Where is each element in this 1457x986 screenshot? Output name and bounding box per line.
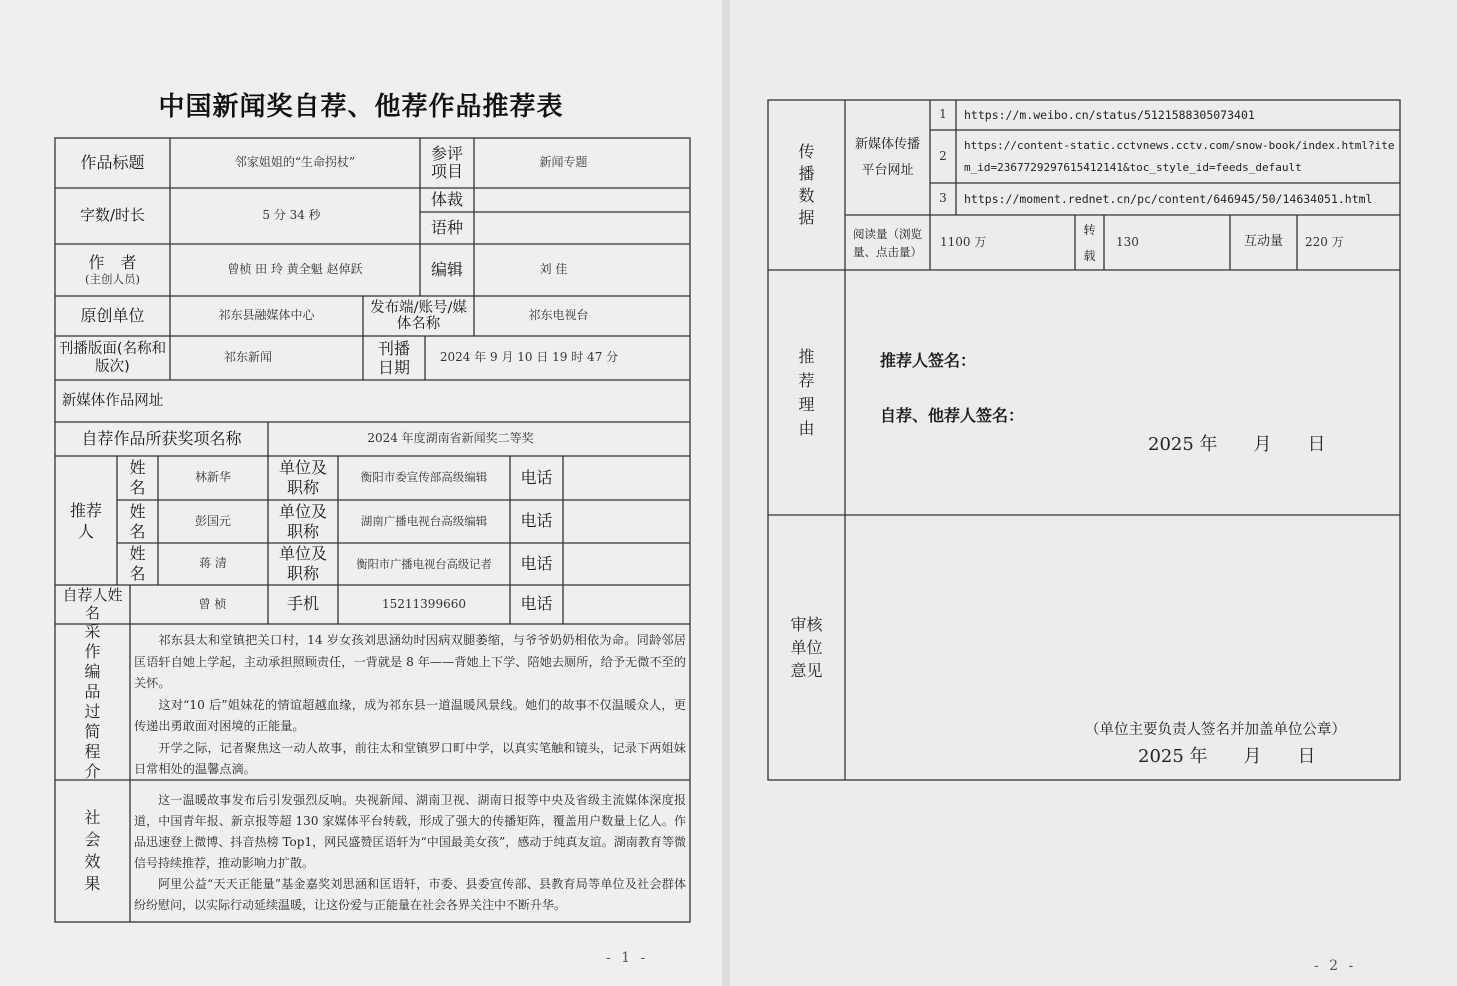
page-number-2: - 2 -	[1314, 958, 1357, 974]
value-language	[474, 212, 690, 244]
label-unit-2: 单位及职称	[278, 501, 327, 541]
label-mobile: 手机	[286, 594, 319, 614]
value-award-name: 2024 年度湖南省新闻奖二等奖	[367, 431, 534, 446]
label-platform: 发布端/账号/媒体名称	[370, 300, 467, 332]
page-2	[730, 0, 1457, 986]
value-work-title: 邻家姐姐的“生命拐杖”	[234, 155, 356, 170]
value-word-count: 5 分 34 秒	[262, 208, 321, 223]
value-self-name: 曾 桢	[198, 596, 227, 611]
value-publish-date: 2024 年 9 月 10 日 19 时 47 分	[439, 350, 619, 365]
label-author-sub: (主创人员)	[85, 271, 140, 286]
value-reads: 1100 万	[940, 234, 987, 249]
label-new-media-url: 新媒体作品网址	[61, 392, 164, 409]
label-process: 采作编品过简程介	[84, 622, 101, 781]
label-self-name: 自荐人姓名	[62, 586, 123, 622]
url-link-1[interactable]: https://m.weibo.cn/status/5121588305073401	[964, 108, 1255, 122]
effect-paragraph: 阿里公益“天天正能量”基金嘉奖刘思涵和匡语轩，市委、县委宣传部、县教育局等单位及社会群体纷纷慰问，以实际行动延续温暖，让这份爱与正能量在社会各界关注中不断升华。	[134, 877, 686, 912]
recommender-2-name: 彭国元	[194, 513, 231, 528]
process-paragraph: 这对“10 后”姐妹花的情谊超越血缘，成为祁东县一道温暖风景线。她们的故事不仅温暖众人，更传递出勇敢面对困境的正能量。	[134, 697, 686, 733]
author-label-group	[55, 244, 170, 296]
label-review: 审核单位意见	[790, 615, 823, 680]
recommender-3-name: 蒋 清	[199, 556, 227, 571]
label-recommender: 推荐人	[69, 500, 102, 541]
label-effect: 社会效果	[84, 808, 101, 893]
reason-date: 2025 年 月 日	[1148, 434, 1326, 455]
label-language: 语种	[430, 217, 463, 237]
recommender-2-unit: 湖南广播电视台高级编辑	[360, 513, 488, 528]
page-1	[0, 0, 722, 986]
url-link-2[interactable]: https://content-static.cctvnews.cctv.com/snow-book/index.html?item_id=2367729297615412141&toc_style_id=feeds_default	[964, 138, 1395, 174]
label-phone-2: 电话	[520, 511, 553, 531]
label-reposts: 转载	[1083, 222, 1096, 263]
value-publish-section: 祁东新闻	[223, 350, 272, 365]
value-reposts: 130	[1116, 234, 1139, 249]
label-reads: 阅读量（浏览量、点击量）	[853, 226, 922, 259]
recommender-1-unit: 衡阳市委宣传部高级编辑	[360, 470, 488, 485]
label-category: 参评项目	[430, 143, 463, 181]
form-title: 中国新闻奖自荐、他荐作品推荐表	[158, 92, 564, 122]
label-name-2: 姓名	[129, 501, 146, 541]
label-unit-1: 单位及职称	[278, 458, 327, 497]
value-platform: 祁东电视台	[528, 308, 589, 323]
value-editor: 刘 佳	[539, 262, 568, 277]
label-award-name: 自荐作品所获奖项名称	[81, 428, 242, 448]
label-publish-section: 刊播版面(名称和版次)	[58, 341, 167, 375]
url-index-1: 1	[939, 107, 947, 122]
label-genre: 体裁	[430, 189, 463, 209]
recommender-1-name: 林新华	[194, 470, 231, 485]
recommender-3-phone	[563, 543, 690, 585]
label-publish-date: 刊播日期	[377, 339, 410, 377]
label-platform-urls: 新媒体传播平台网址	[855, 136, 921, 178]
label-phone-1: 电话	[520, 467, 553, 487]
effect-paragraph: 这一温暖故事发布后引发强烈反响。央视新闻、湖南卫视、湖南日报等中央及省级主流媒体深度报道，中国青年报、新京报等超 130 家媒体平台转载，形成了强大的传播矩阵，覆盖用户数量上亿人。作品迅速登上微博、抖音热榜 Top1，网民盛赞匡语轩为“中国最美女孩”，感动于纯真友谊。湖南教育等微信号持续推荐，推动影响力扩散。	[134, 793, 686, 870]
label-phone-self: 电话	[520, 594, 553, 614]
process-paragraph: 祁东县太和堂镇把关口村，14 岁女孩刘思涵幼时因病双腿萎缩，与爷爷奶奶相依为命。同龄邻居匡语轩自她上学起，主动承担照顾责任，一背就是 8 年——背她上下学、陪她去厕所，给予无微不至的关怀。	[134, 633, 686, 690]
review-date: 2025 年 月 日	[1138, 746, 1316, 767]
recommender-2-phone	[563, 500, 690, 543]
label-original-unit: 原创单位	[80, 305, 145, 325]
value-interactions: 220 万	[1305, 234, 1344, 249]
label-interactions: 互动量	[1243, 234, 1283, 250]
label-reason: 推荐理由	[798, 346, 815, 438]
label-author: 作 者	[88, 253, 137, 273]
label-unit-3: 单位及职称	[278, 544, 327, 583]
label-work-title: 作品标题	[80, 152, 145, 172]
label-phone-3: 电话	[520, 553, 553, 573]
url-index-2: 2	[939, 148, 947, 163]
url-link-3[interactable]: https://moment.rednet.cn/pc/content/646945/50/14634051.html	[964, 192, 1373, 206]
value-new-media-url	[170, 380, 690, 422]
recommender-signature: 推荐人签名：	[880, 351, 977, 370]
recommender-3-unit: 衡阳市广播电视台高级记者	[356, 557, 492, 571]
process-text	[134, 630, 686, 778]
label-spread-data: 传播数据	[798, 142, 815, 227]
value-genre	[474, 188, 690, 212]
url-index-3: 3	[939, 191, 947, 206]
process-paragraph: 开学之际，记者聚焦这一动人故事，前往太和堂镇罗口町中学，以真实笔触和镜头，记录下两姐妹日常相处的温馨点滴。	[134, 740, 686, 776]
self-signature: 自荐、他荐人签名：	[880, 406, 1025, 425]
value-mobile: 15211399660	[382, 596, 466, 611]
value-author: 曾桢 田 玲 黄全魁 赵倬跃	[227, 262, 363, 277]
review-note: （单位主要负责人签名并加盖单位公章）	[1085, 722, 1346, 738]
label-editor: 编辑	[430, 259, 463, 279]
effect-text	[134, 790, 686, 920]
page-number-1: - 1 -	[606, 950, 649, 966]
value-category: 新闻专题	[539, 155, 588, 170]
label-name-3: 姓名	[129, 544, 146, 583]
value-original-unit: 祁东县融媒体中心	[218, 308, 315, 323]
label-name-1: 姓名	[129, 458, 146, 497]
recommender-1-phone	[563, 456, 690, 500]
value-phone-self	[563, 585, 690, 624]
label-word-count: 字数/时长	[79, 206, 146, 225]
